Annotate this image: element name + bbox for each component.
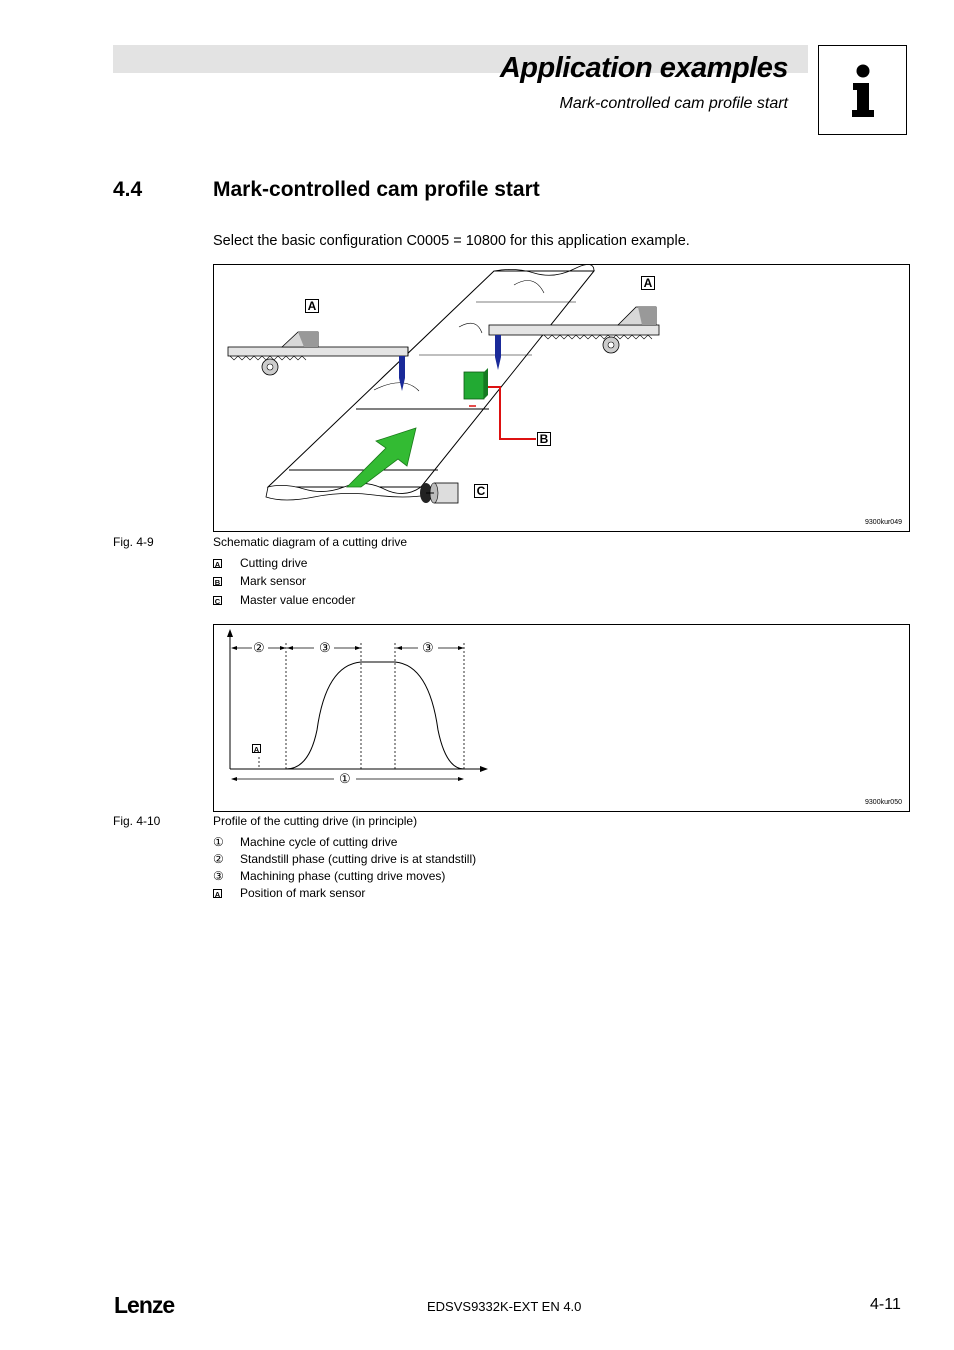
figure-id: 9300kur049 [865,519,902,526]
figure-id: 9300kur050 [865,799,902,806]
legend-text: Standstill phase (cutting drive is at standstill) [240,852,477,866]
legend-marker: A [214,890,221,899]
section-title: Mark-controlled cam profile start [213,178,540,201]
chapter-title: Application examples [499,52,788,84]
phase-2-label: ② [253,640,265,655]
phase-3-label-right: ③ [422,640,434,655]
document-id: EDSVS9332K-EXT EN 4.0 [427,1299,582,1314]
legend-text: Machining phase (cutting drive moves) [240,869,446,883]
section-number: 4.4 [113,178,143,201]
chapter-subtitle: Mark-controlled cam profile start [559,95,788,112]
label-c: C [474,484,488,498]
fig1-caption-number: Fig. 4-9 [113,535,154,549]
fig2-caption-text: Profile of the cutting drive (in principle) [213,814,418,828]
intro-text: Select the basic configuration C0005 = 10800 for this application example. [213,233,690,249]
legend-marker: B [214,578,221,587]
fig2-legend-2 [213,852,477,866]
label-a-right: A [641,276,655,290]
page-number: 4-11 [870,1296,901,1313]
fig1-legend-a [213,556,308,570]
label-b: B [537,432,551,446]
legend-marker: A [214,560,221,569]
legend-text: Position of mark sensor [240,886,366,900]
legend-marker: ② [213,852,224,866]
fig2-caption-number: Fig. 4-10 [113,814,161,828]
fig1-caption-text: Schematic diagram of a cutting drive [213,535,408,549]
figure-cutting-profile [213,624,910,812]
fig2-legend-a [213,886,366,900]
figure-cutting-drive [213,264,910,532]
fig1-legend-b [213,574,307,588]
label-a-left: A [305,299,319,313]
info-icon [818,45,907,135]
legend-marker: C [214,597,221,606]
lenze-logo: Lenze [114,1292,175,1318]
legend-text: Master value encoder [240,593,356,607]
fig2-legend-1 [213,835,398,849]
mark-sensor-label: A [253,745,260,754]
legend-text: Machine cycle of cutting drive [240,835,398,849]
legend-marker: ③ [213,869,224,883]
legend-text: Cutting drive [240,556,308,570]
phase-1-label: ① [339,771,351,786]
phase-3-label-left: ③ [319,640,331,655]
legend-text: Mark sensor [240,574,307,588]
fig2-legend-3 [213,869,446,883]
fig1-legend-c [213,593,356,607]
legend-marker: ① [213,835,224,849]
